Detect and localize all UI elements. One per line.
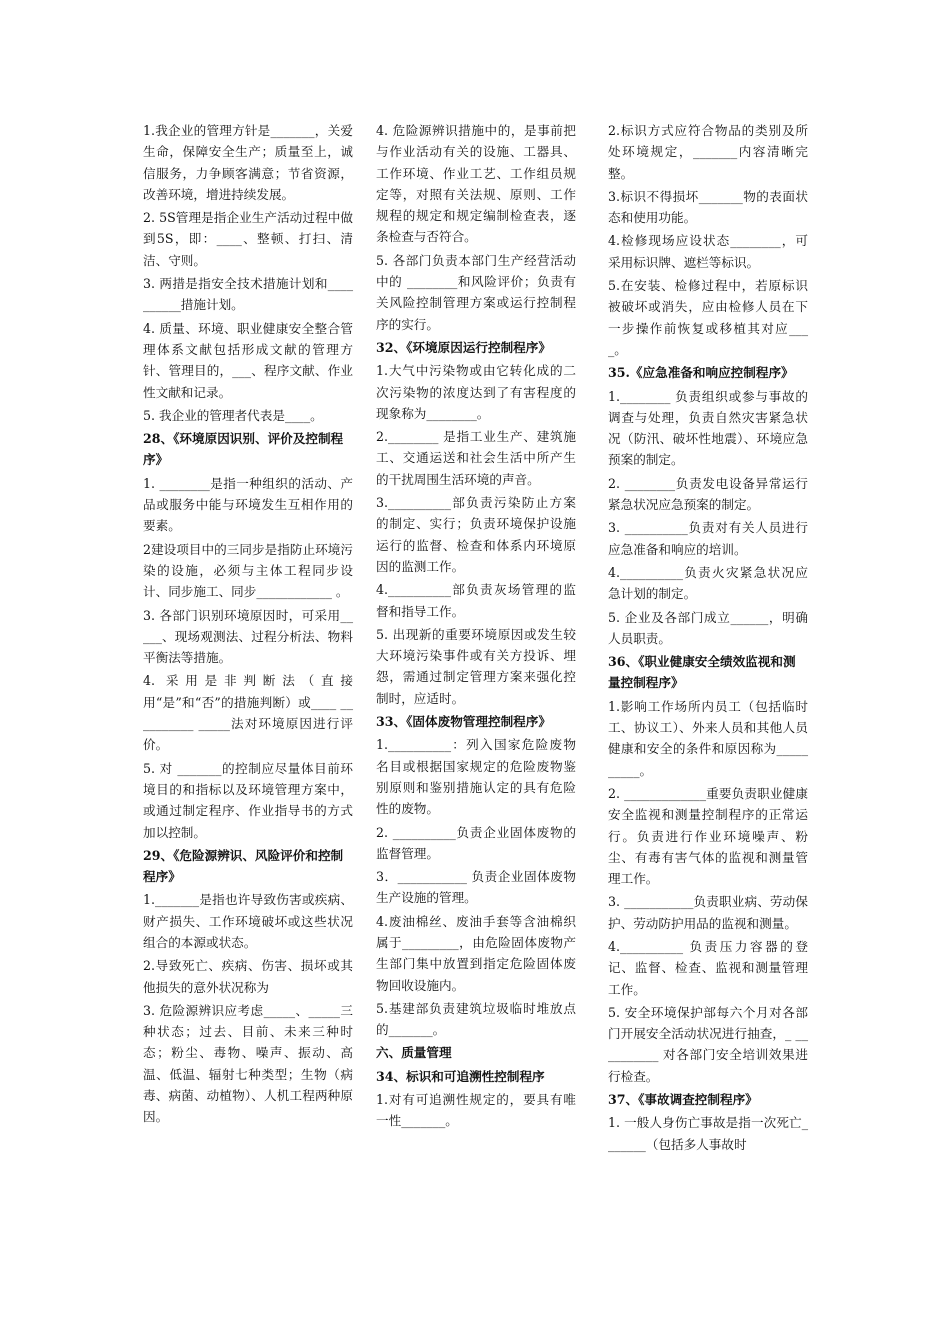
text-column-left (143, 120, 353, 1130)
section-heading: 32、《环境原因运行控制程序》 (376, 339, 551, 355)
question-item: 5. 我企业的管理者代表是____。 (143, 407, 323, 423)
question-item: 2.标识方式应符合物品的类别及所处环境规定，_______内容清晰完整。 (608, 123, 808, 181)
question-item: 1. ________是指一种组织的活动、产品或服务中能与环境发生互相作用的要素。 (143, 475, 353, 534)
text-column-middle (376, 120, 576, 1134)
section-heading: 34、标识和可追溯性控制程序 (376, 1068, 545, 1084)
question-item: 3. __________负责对有关人员进行应急准备和响应的培训。 (608, 520, 808, 557)
question-item: 2.________ 是指工业生产、建筑施工、交通运送和社会生活中所产生的干扰周围生活环境的声音。 (376, 429, 576, 487)
question-item: 4.__________部负责灰场管理的监督和指导工作。 (376, 582, 576, 619)
section-heading: 36、《职业健康安全绩效监视和测量控制程序》 (608, 654, 796, 691)
question-item: 4.__________ 负责压力容器的登记、监督、检查、监视和测量管理工作。 (608, 938, 808, 997)
question-item: 1.大气中污染物或由它转化成的二次污染物的浓度达到了有害程度的现象称为________。 (376, 363, 576, 421)
question-item: 5. 出现新的重要环境原因或发生较大环境污染事件或有关方投诉、埋怨，需通过制定管理方案来强化控制时，应适时。 (376, 626, 576, 706)
question-item: 4.废油棉丝、废油手套等含油棉织属于_________，由危险固体废物产生部门集中放置到指定危险固体废物回收设施内。 (376, 913, 576, 993)
question-item: 5.基建部负责建筑垃圾临时堆放点的_______。 (376, 1000, 576, 1038)
question-item: 2建设项目中的三同步是指防止环境污染的设施，必须与主体工程同步设计、同步施工、同步____________ 。 (143, 541, 353, 600)
section-heading: 29、《危险源辨识、风险评价和控制程序》 (143, 847, 344, 885)
question-item: 2.导致死亡、疾病、伤害、损坏或其他损失的意外状况称为 (143, 958, 353, 995)
section-heading: 33、《固体废物管理控制程序》 (376, 714, 551, 730)
question-item: 3.__________部负责污染防止方案的制定、实行；负责环境保护设施运行的监督、检查和体系内环境原因的监测工作。 (376, 495, 576, 574)
question-item: 1.________ 负责组织或参与事故的调查与处理，负责自然灾害紧急状况（防汛、破坏性地震）、环境应急预案的制定。 (608, 388, 808, 468)
question-item: 4. 采用是非判断法（直接用“是”和“否”的措施判断）或____ __________ _____法对环境原因进行评价。 (143, 673, 353, 753)
question-item: 1._______是指也许导致伤害或疾病、财产损失、工作环境破坏或这些状况组合的本源或状态。 (143, 892, 353, 950)
question-item: 5. 企业及各部门成立______，明确人员职责。 (608, 609, 808, 646)
question-item: 3．___________ 负责企业固体废物生产设施的管理。 (376, 869, 576, 906)
question-item: 5. 各部门负责本部门生产经营活动中的 ________和风险评价；负责有关风险控制管理方案或运行控制程序的实行。 (376, 252, 576, 332)
question-item: 5. 安全环境保护部每六个月对各部门开展安全活动状况进行抽查，_ __________ 对各部门安全培训效果进行检查。 (608, 1004, 808, 1084)
question-item: 3. 两措是指安全技术措施计划和__________措施计划。 (143, 276, 353, 313)
question-item: 2. 5S管理是指企业生产活动过程中做到5S，即：____、整顿、打扫、清洁、守则。 (143, 210, 353, 268)
question-item: 4.检修现场应设状态________，可采用标识牌、遮栏等标识。 (608, 233, 808, 270)
question-item: 2. _____________重要负责职业健康安全监视和测量控制程序的正常运行。负责进行作业环境噪声、粉尘、有毒有害气体的监视和测量管理工作。 (608, 785, 808, 887)
question-item: 2. __________负责企业固体废物的监督管理。 (376, 824, 576, 861)
question-item: 1.影响工作场所内员工（包括临时工、协议工）、外来人员和其他人员健康和安全的条件和原因称为__________。 (608, 698, 808, 778)
question-item: 4. 危险源辨识措施中的，是事前把与作业活动有关的设施、工器具、工作环境、作业工艺、工作组员规定等，对照有关法规、原则、工作规程的规定和规定编制检查表，逐条检查与否符合。 (376, 123, 576, 245)
section-heading: 35.《应急准备和响应控制程序》 (608, 365, 794, 381)
text-column-right (608, 120, 808, 1157)
question-item: 5. 对 _______的控制应尽量体目前环境目的和指标以及环境管理方案中，或通过制定程序、作业指导书的方式加以控制。 (143, 760, 353, 840)
question-item: 1.__________：列入国家危险废物名目或根据国家规定的危险废物鉴别原则和鉴别措施认定的具有危险性的废物。 (376, 737, 576, 817)
question-item: 3.标识不得损坏_______物的表面状态和使用功能。 (608, 188, 808, 226)
question-item: 1. 一般人身伤亡事故是指一次死亡_______（包括多人事故时 (608, 1115, 808, 1152)
section-heading: 六、质量管理 (376, 1045, 452, 1061)
question-item: 3. 危险源辨识应考虑_____、_____三种状态；过去、目前、未来三种时态；粉尘、毒物、噪声、振动、高温、低温、辐射七种类型；生物（病毒、病菌、动植物）、人机工程两种原因。 (143, 1002, 353, 1125)
section-heading: 37、《事故调查控制程序》 (608, 1092, 758, 1108)
question-item: 2. ________负责发电设备异常运行紧急状况应急预案的制定。 (608, 475, 808, 513)
question-item: 1.我企业的管理方针是_______，关爱生命，保障安全生产；质量至上，诚信服务，力争顾客满意；节省资源，改善环境，增进持续发展。 (143, 123, 353, 202)
question-item: 4. 质量、环境、职业健康安全整合管理体系文献包括形成文献的管理方针、管理目的，___、程序文献、作业性文献和记录。 (143, 320, 353, 400)
question-item: 3. 各部门识别环境原因时，可采用_____、现场观测法、过程分析法、物料平衡法等措施。 (143, 607, 353, 666)
question-item: 3. ___________负责职业病、劳动保护、劳动防护用品的监视和测量。 (608, 894, 808, 931)
question-item: 1.对有可追溯性规定的，要具有唯一性_______。 (376, 1092, 576, 1129)
question-item: 5.在安装、检修过程中，若原标识被破坏或消失，应由检修人员在下一步操作前恢复或移植其对应____。 (608, 278, 808, 357)
question-item: 4.__________负责火灾紧急状况应急计划的制定。 (608, 564, 808, 602)
section-heading: 28、《环境原因识别、评价及控制程序》 (143, 431, 344, 468)
